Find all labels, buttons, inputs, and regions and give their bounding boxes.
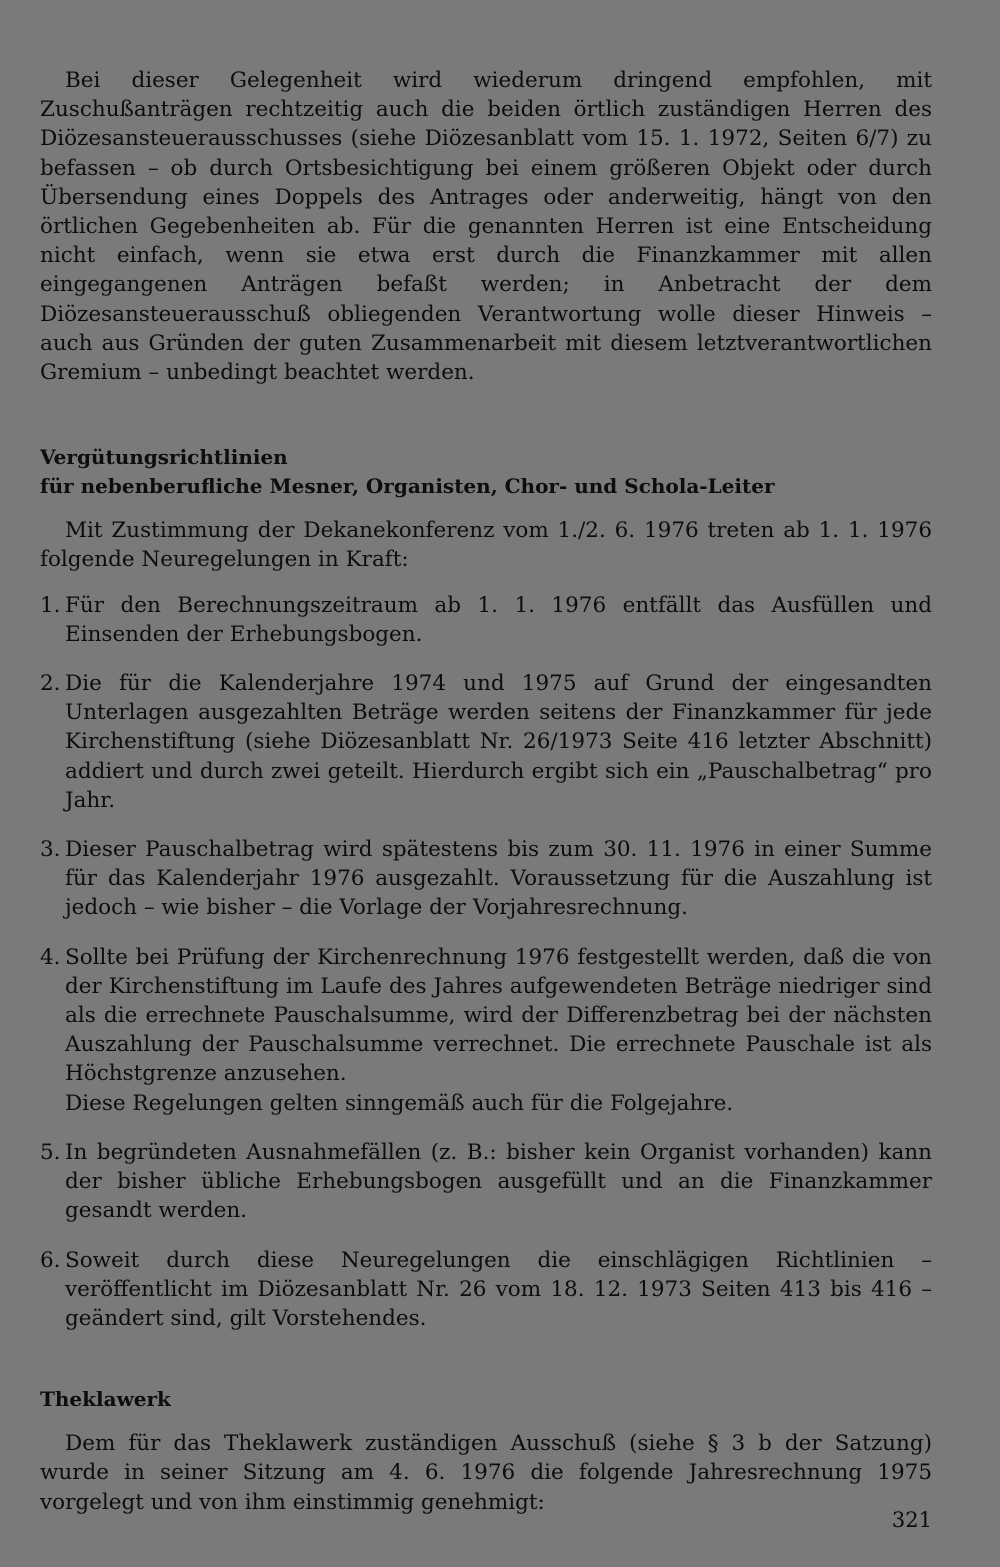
- list-item-note: Diese Regelungen gelten sinngemäß auch für die Folgejahre.: [65, 1090, 734, 1116]
- verguetung-heading-line2: für nebenberufliche Mesner, Organisten, Chor- und Schola-Leiter: [40, 474, 775, 499]
- theklawerk-paragraph: Dem für das Theklawerk zuständigen Ausschuß (siehe § 3 b der Satzung) wurde in seiner Sitzung am 4. 6. 1976 die folgende Jahresrechnung 1975 vorgelegt und von ihm einstimmig genehmigt:: [40, 1431, 932, 1515]
- list-item: [40, 591, 932, 649]
- page-number: 321: [891, 1508, 932, 1532]
- list-item-text: Dieser Pauschalbetrag wird spätestens bis zum 30. 11. 1976 in einer Summe für das Kalenderjahr 1976 ausgezahlt. Voraussetzung für die Auszahlung ist jedoch – wie bisher – die Vorlage der Vorjahresrechnung.: [65, 837, 932, 921]
- list-item-text: Sollte bei Prüfung der Kirchenrechnung 1976 festgestellt werden, daß die von der Kirchenstiftung im Laufe des Jahres aufgewendeten Beträge niedriger sind als die errechnete Pauschalsumme, wird der Differenzbetrag bei der nächsten Auszahlung der Pauschalsumme verrechnet. Die errechnete Pauschale ist als Höchstgrenze anzusehen.: [65, 944, 932, 1087]
- verguetung-intro: Mit Zustimmung der Dekanekonferenz vom 1./2. 6. 1976 treten ab 1. 1. 1976 folgende Neuregelungen in Kraft:: [40, 518, 932, 573]
- verguetung-heading: [40, 443, 932, 501]
- list-item: [40, 669, 932, 815]
- list-item: [40, 835, 932, 923]
- list-item: [40, 1138, 932, 1226]
- list-item-text: Soweit durch diese Neuregelungen die einschlägigen Richtlinien – veröffentlicht im Diözesanblatt Nr. 26 vom 18. 12. 1973 Seiten 413 bis 416 – geändert sind, gilt Vorstehendes.: [65, 1247, 932, 1331]
- list-item-text: Für den Berechnungszeitraum ab 1. 1. 1976 entfällt das Ausfüllen und Einsenden der Erhebungsbogen.: [65, 592, 932, 647]
- theklawerk-heading-block: [40, 1385, 932, 1414]
- list-item-number: 2.: [40, 671, 61, 697]
- theklawerk-heading: Theklawerk: [40, 1387, 171, 1412]
- list-item-text: In begründeten Ausnahmefällen (z. B.: bisher kein Organist vorhanden) kann der bisher übliche Erhebungsbogen ausgefüllt und an die Finanzkammer gesandt werden.: [65, 1139, 932, 1224]
- opening-paragraph: Bei dieser Gelegenheit wird wiederum dringend empfohlen, mit Zuschußanträgen rechtzeitig auch die beiden örtlich zuständigen Herren des Diözesansteuerausschusses (siehe Diözesanblatt vom 15. 1. 1972, Seiten 6/7) zu befassen – ob durch Ortsbesichtigung bei einem größeren Objekt oder durch Übersendung eines Doppels des Antrages oder anderweitig, hängt von den örtlichen Gegebenheiten ab. Für die genannten Herren ist eine Entscheidung nicht einfach, wenn sie etwa erst durch die Finanzkammer mit allen eingegangenen Anträgen befaßt werden; in Anbetracht der dem Diözesansteuerausschuß obliegenden Verantwortung wolle dieser Hinweis – auch aus Gründen der guten Zusammenarbeit mit diesem letztverantwortlichen Gremium – unbedingt beachtet werden.: [40, 68, 932, 386]
- list-item: [40, 1246, 932, 1334]
- list-item-number: 6.: [40, 1247, 61, 1273]
- list-item-number: 1.: [40, 592, 61, 618]
- list-item-number: 4.: [40, 944, 61, 970]
- list-item-number: 3.: [40, 837, 61, 863]
- list-item: [40, 943, 932, 1118]
- regulation-list: [40, 591, 932, 1333]
- list-item-number: 5.: [40, 1139, 61, 1165]
- list-item-text: Die für die Kalenderjahre 1974 und 1975 auf Grund der eingesandten Unterlagen ausgezahlten Beträge werden seitens der Finanzkammer für jede Kirchenstiftung (siehe Diözesanblatt Nr. 26/1973 Seite 416 letzter Abschnitt) addiert und durch zwei geteilt. Hierdurch ergibt sich ein „Pauschalbetrag“ pro Jahr.: [65, 671, 932, 813]
- document-page: [40, 66, 932, 1517]
- verguetung-heading-line1: Vergütungsrichtlinien: [40, 445, 288, 470]
